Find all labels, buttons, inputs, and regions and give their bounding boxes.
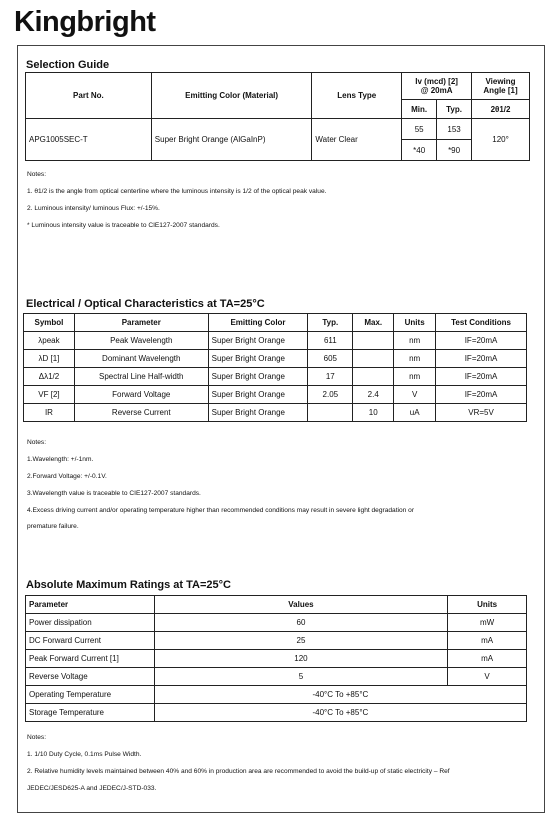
absolute-notes <box>27 726 450 802</box>
cell-unit: mA <box>448 650 527 668</box>
cell-condition: IF=20mA <box>436 350 527 368</box>
table-row <box>24 404 527 422</box>
header-parameter: Parameter <box>74 314 208 332</box>
cell-parameter: Storage Temperature <box>26 704 155 722</box>
header-iv-line2: @ 20mA <box>420 86 453 95</box>
cell-parameter: Power dissipation <box>26 614 155 632</box>
cell-color: Super Bright Orange <box>208 368 308 386</box>
cell-condition: IF=20mA <box>436 332 527 350</box>
cell-typ: 17 <box>308 368 353 386</box>
cell-max <box>353 350 394 368</box>
cell-typ: 611 <box>308 332 353 350</box>
cell-symbol: IR <box>24 404 75 422</box>
absolute-ratings-title: Absolute Maximum Ratings at TA=25°C <box>26 579 231 591</box>
cell-value: 60 <box>154 614 447 632</box>
electrical-table <box>23 313 527 422</box>
cell-value: 25 <box>154 632 447 650</box>
header-emitting-color: Emitting Color <box>208 314 308 332</box>
cell-unit: mW <box>448 614 527 632</box>
cell-parameter: Spectral Line Half-width <box>74 368 208 386</box>
cell-parameter: Reverse Current <box>74 404 208 422</box>
cell-min-2: *40 <box>402 140 437 161</box>
cell-value: 120 <box>154 650 447 668</box>
header-iv-line1: Iv (mcd) [2] <box>415 77 458 86</box>
cell-max <box>353 368 394 386</box>
cell-condition: VR=5V <box>436 404 527 422</box>
cell-typ-2: *90 <box>437 140 472 161</box>
header-parameter: Parameter <box>26 596 155 614</box>
cell-max <box>353 332 394 350</box>
note-line: Notes: <box>27 171 47 179</box>
note-line: 3.Wavelength value is traceable to CIE127-2007 standards. <box>27 489 201 497</box>
header-iv <box>402 73 472 100</box>
cell-value: -40°C To +85°C <box>154 686 526 704</box>
table-row <box>24 350 527 368</box>
table-row <box>24 386 527 404</box>
cell-viewing-angle: 120° <box>472 119 530 161</box>
cell-value: -40°C To +85°C <box>154 704 526 722</box>
selection-notes <box>27 163 326 239</box>
table-row <box>26 704 527 722</box>
cell-parameter: Peak Forward Current [1] <box>26 650 155 668</box>
cell-parameter: Operating Temperature <box>26 686 155 704</box>
selection-guide-title: Selection Guide <box>26 59 110 71</box>
note-line: Notes: <box>27 439 47 447</box>
cell-color: Super Bright Orange <box>208 332 308 350</box>
electrical-title: Electrical / Optical Characteristics at TA=25°C <box>26 298 265 310</box>
note-line: 4.Excess driving current and/or operating temperature higher than recommended conditions may result in severe light degradation or <box>27 506 415 514</box>
cell-units: nm <box>394 350 436 368</box>
cell-units: V <box>394 386 436 404</box>
cell-symbol: λD [1] <box>24 350 75 368</box>
header-angle-line2: Angle [1] <box>483 86 518 95</box>
cell-symbol: VF [2] <box>24 386 75 404</box>
cell-part-no: APG1005SEC-T <box>26 119 152 161</box>
cell-typ: 2.05 <box>308 386 353 404</box>
cell-max: 10 <box>353 404 394 422</box>
absolute-ratings-table <box>25 595 527 722</box>
electrical-notes <box>27 431 414 540</box>
header-angle-line1: Viewing <box>485 77 516 86</box>
cell-symbol: λpeak <box>24 332 75 350</box>
note-line: 2. Relative humidity levels maintained between 40% and 60% in production area are recommended to avoid the build-up of static electricity – Ref <box>27 768 450 776</box>
cell-min-1: 55 <box>402 119 437 140</box>
cell-parameter: Peak Wavelength <box>74 332 208 350</box>
cell-units: nm <box>394 332 436 350</box>
cell-typ-1: 153 <box>437 119 472 140</box>
header-units: Units <box>448 596 527 614</box>
selection-guide-table <box>25 72 530 161</box>
note-line: 1. 1/10 Duty Cycle, 0.1ms Pulse Width. <box>27 751 142 759</box>
brand-logo: Kingbright <box>14 6 156 38</box>
cell-units: uA <box>394 404 436 422</box>
header-angle-sub: 2θ1/2 <box>472 100 530 119</box>
cell-units: nm <box>394 368 436 386</box>
table-row <box>26 668 527 686</box>
header-typ: Typ. <box>308 314 353 332</box>
header-test-conditions: Test Conditions <box>436 314 527 332</box>
header-units: Units <box>394 314 436 332</box>
cell-symbol: Δλ1/2 <box>24 368 75 386</box>
cell-color: Super Bright Orange <box>208 386 308 404</box>
header-values: Values <box>154 596 447 614</box>
header-emitting-color: Emitting Color (Material) <box>151 73 312 119</box>
cell-parameter: Reverse Voltage <box>26 668 155 686</box>
cell-color: Super Bright Orange <box>208 350 308 368</box>
cell-max: 2.4 <box>353 386 394 404</box>
header-lens-type: Lens Type <box>312 73 402 119</box>
cell-condition: IF=20mA <box>436 386 527 404</box>
note-line: Notes: <box>27 734 47 742</box>
cell-unit: V <box>448 668 527 686</box>
note-line: 2.Forward Voltage: +/-0.1V. <box>27 473 107 481</box>
table-row <box>26 686 527 704</box>
header-viewing-angle <box>472 73 530 100</box>
cell-emitting-color: Super Bright Orange (AlGaInP) <box>151 119 312 161</box>
note-line: 1.Wavelength: +/-1nm. <box>27 456 94 464</box>
note-line: premature failure. <box>27 523 79 531</box>
cell-unit: mA <box>448 632 527 650</box>
note-line: JEDEC/JESD625-A and JEDEC/J-STD-033. <box>27 784 157 792</box>
header-typ: Typ. <box>437 100 472 119</box>
cell-lens-type: Water Clear <box>312 119 402 161</box>
table-row <box>26 614 527 632</box>
header-symbol: Symbol <box>24 314 75 332</box>
cell-parameter: Forward Voltage <box>74 386 208 404</box>
note-line: 1. θ1/2 is the angle from optical centerline where the luminous intensity is 1/2 of the optical peak value. <box>27 188 327 196</box>
cell-value: 5 <box>154 668 447 686</box>
table-row <box>26 650 527 668</box>
cell-condition: IF=20mA <box>436 368 527 386</box>
table-row <box>26 632 527 650</box>
header-max: Max. <box>353 314 394 332</box>
header-part-no: Part No. <box>26 73 152 119</box>
cell-typ <box>308 404 353 422</box>
cell-parameter: Dominant Wavelength <box>74 350 208 368</box>
table-row <box>24 332 527 350</box>
cell-parameter: DC Forward Current <box>26 632 155 650</box>
cell-color: Super Bright Orange <box>208 404 308 422</box>
note-line: * Luminous intensity value is traceable to CIE127-2007 standards. <box>27 221 220 229</box>
cell-typ: 605 <box>308 350 353 368</box>
table-row <box>24 368 527 386</box>
note-line: 2. Luminous intensity/ luminous Flux: +/-15%. <box>27 205 160 213</box>
header-min: Min. <box>402 100 437 119</box>
